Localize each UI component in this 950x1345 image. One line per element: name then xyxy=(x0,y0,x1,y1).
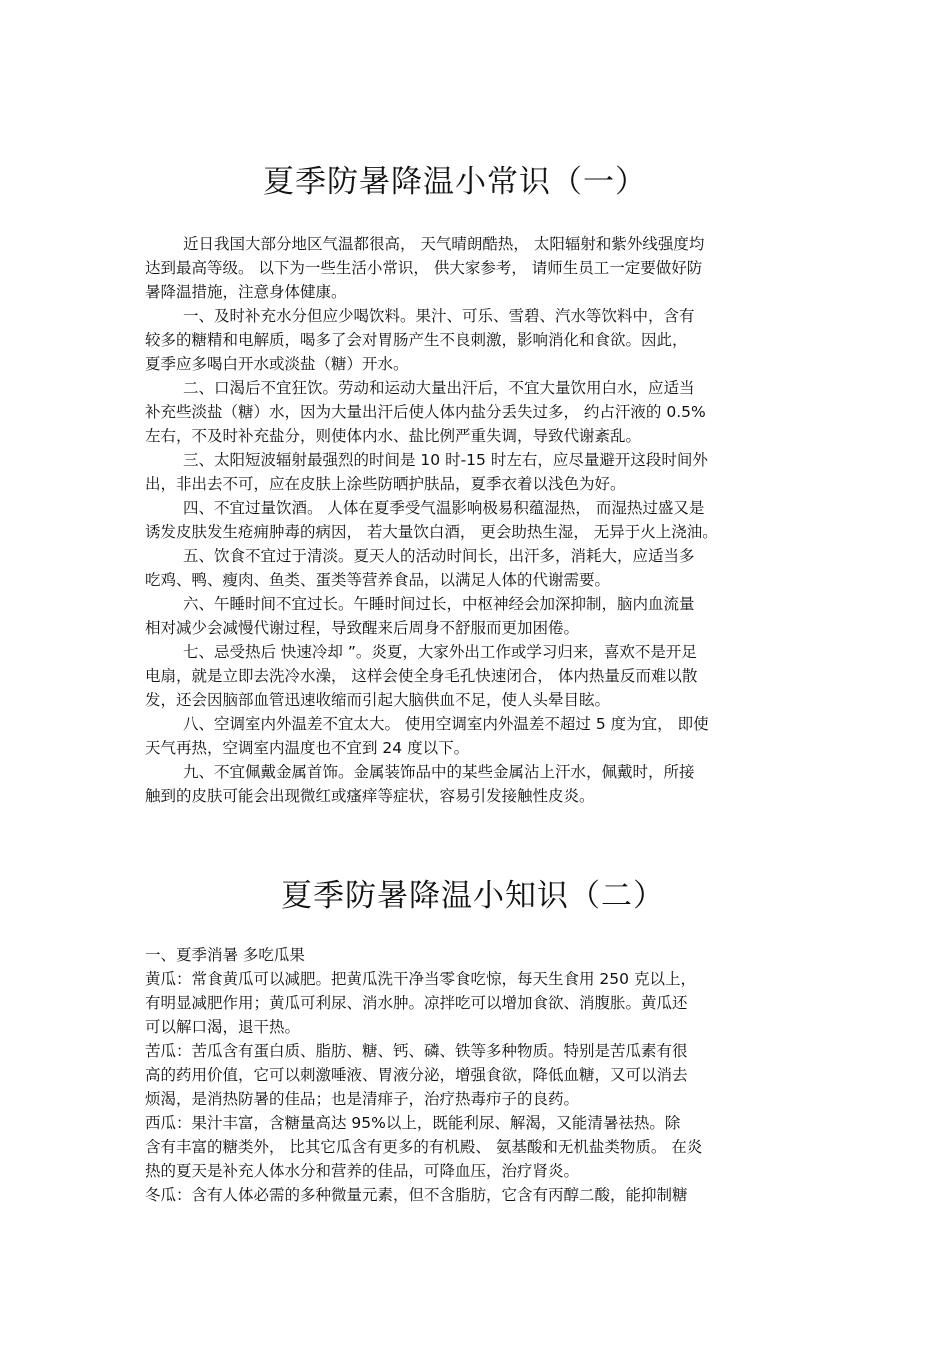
text-line: 一、夏季消暑 多吃瓜果 xyxy=(145,946,305,964)
text-line: 达到最高等级。 以下为一些生活小常识， 供大家参考， 请师生员工一定要做好防 xyxy=(145,259,703,277)
text-line: 暑降温措施，注意身体健康。 xyxy=(145,283,347,301)
text-line: 较多的糖精和电解质，喝多了会对胃肠产生不良刺激，影响消化和食欲。因此， xyxy=(145,331,688,349)
text-line: 七、忌受热后 快速冷却 ”。炎夏，大家外出工作或学习归来，喜欢不是开足 xyxy=(183,643,697,661)
text-line: 四、不宜过量饮酒。 人体在夏季受气温影响极易积蕴湿热， 而湿热过盛又是 xyxy=(183,499,705,517)
text-line: 八、空调室内外温差不宜太大。 使用空调室内外温差不超过 5 度为宜， 即使 xyxy=(183,715,709,733)
text-line: 发，还会因脑部血管迅速收缩而引起大脑供血不足，使人头晕目眩。 xyxy=(145,691,611,709)
section-1-body xyxy=(145,232,815,808)
section-2-body xyxy=(145,943,815,1207)
text-line: 诱发皮肤发生疮痈肿毒的病因， 若大量饮白酒， 更会助热生湿， 无异于火上浇油。 xyxy=(145,523,718,541)
text-line: 近日我国大部分地区气温都很高， 天气晴朗酷热， 太阳辐射和紫外线强度均 xyxy=(183,235,705,253)
text-line: 高的药用价值，它可以刺激唾液、胃液分泌，增强食欲，降低血糖，又可以消去 xyxy=(145,1066,688,1084)
text-line: 烦渴，是消热防暑的佳品；也是清痱子，治疗热毒疖子的良药。 xyxy=(145,1090,580,1108)
text-line: 六、午睡时间不宜过长。午睡时间过长，中枢神经会加深抑制，脑内血流量 xyxy=(183,595,695,613)
text-line: 天气再热，空调室内温度也不宜到 24 度以下。 xyxy=(145,739,470,757)
text-line: 左右，不及时补充盐分，则使体内水、盐比例严重失调，导致代谢紊乱。 xyxy=(145,427,642,445)
text-line: 五、饮食不宜过于清淡。夏天人的活动时间长，出汗多，消耗大，应适当多 xyxy=(183,547,695,565)
text-line: 九、不宜佩戴金属首饰。金属装饰品中的某些金属沾上汗水，佩戴时，所接 xyxy=(183,763,695,781)
text-line: 电扇，就是立即去洗冷水澡， 这样会使全身毛孔快速闭合， 体内热量反而难以散 xyxy=(145,667,698,685)
document-title-1: 夏季防暑降温小常识（一） xyxy=(263,164,647,200)
document-title-2: 夏季防暑降温小知识（二） xyxy=(281,878,665,914)
text-line: 一、及时补充水分但应少喝饮料。果汁、可乐、雪碧、汽水等饮料中，含有 xyxy=(183,307,695,325)
text-line: 苦瓜：苦瓜含有蛋白质、脂肪、糖、钙、磷、铁等多种物质。特别是苦瓜素有很 xyxy=(145,1042,688,1060)
text-line: 补充些淡盐（糖）水，因为大量出汗后使人体内盐分丢失过多， 约占汗液的 0.5% xyxy=(145,403,706,421)
text-line: 热的夏天是补充人体水分和营养的佳品，可降血压，治疗肾炎。 xyxy=(145,1162,580,1180)
text-line: 冬瓜：含有人体必需的多种微量元素，但不含脂肪，它含有丙醇二酸，能抑制糖 xyxy=(145,1186,688,1204)
text-line: 吃鸡、鸭、瘦肉、鱼类、蛋类等营养食品，以满足人体的代谢需要。 xyxy=(145,571,611,589)
text-line: 西瓜：果汁丰富，含糖量高达 95%以上，既能利尿、解渴，又能清暑祛热。除 xyxy=(145,1114,681,1132)
text-line: 二、口渴后不宜狂饮。劳动和运动大量出汗后，不宜大量饮用白水，应适当 xyxy=(183,379,695,397)
text-line: 有明显减肥作用；黄瓜可利尿、消水肿。凉拌吃可以增加食欲、消腹胀。黄瓜还 xyxy=(145,994,688,1012)
text-line: 三、太阳短波辐射最强烈的时间是 10 时-15 时左右，应尽量避开这段时间外 xyxy=(183,451,708,469)
text-line: 触到的皮肤可能会出现微红或瘙痒等症状，容易引发接触性皮炎。 xyxy=(145,787,595,805)
text-line: 黄瓜：常食黄瓜可以减肥。把黄瓜洗干净当零食吃惊，每天生食用 250 克以上， xyxy=(145,970,696,988)
text-line: 出，非出去不可，应在皮肤上涂些防晒护肤品，夏季衣着以浅色为好。 xyxy=(145,475,626,493)
text-line: 含有丰富的糖类外， 比其它瓜含有更多的有机殿、 氨基酸和无机盐类物质。 在炎 xyxy=(145,1138,703,1156)
text-line: 相对减少会减慢代谢过程，导致醒来后周身不舒服而更加困倦。 xyxy=(145,619,580,637)
text-line: 可以解口渴，退干热。 xyxy=(145,1018,301,1036)
text-line: 夏季应多喝白开水或淡盐（糖）开水。 xyxy=(145,355,409,373)
